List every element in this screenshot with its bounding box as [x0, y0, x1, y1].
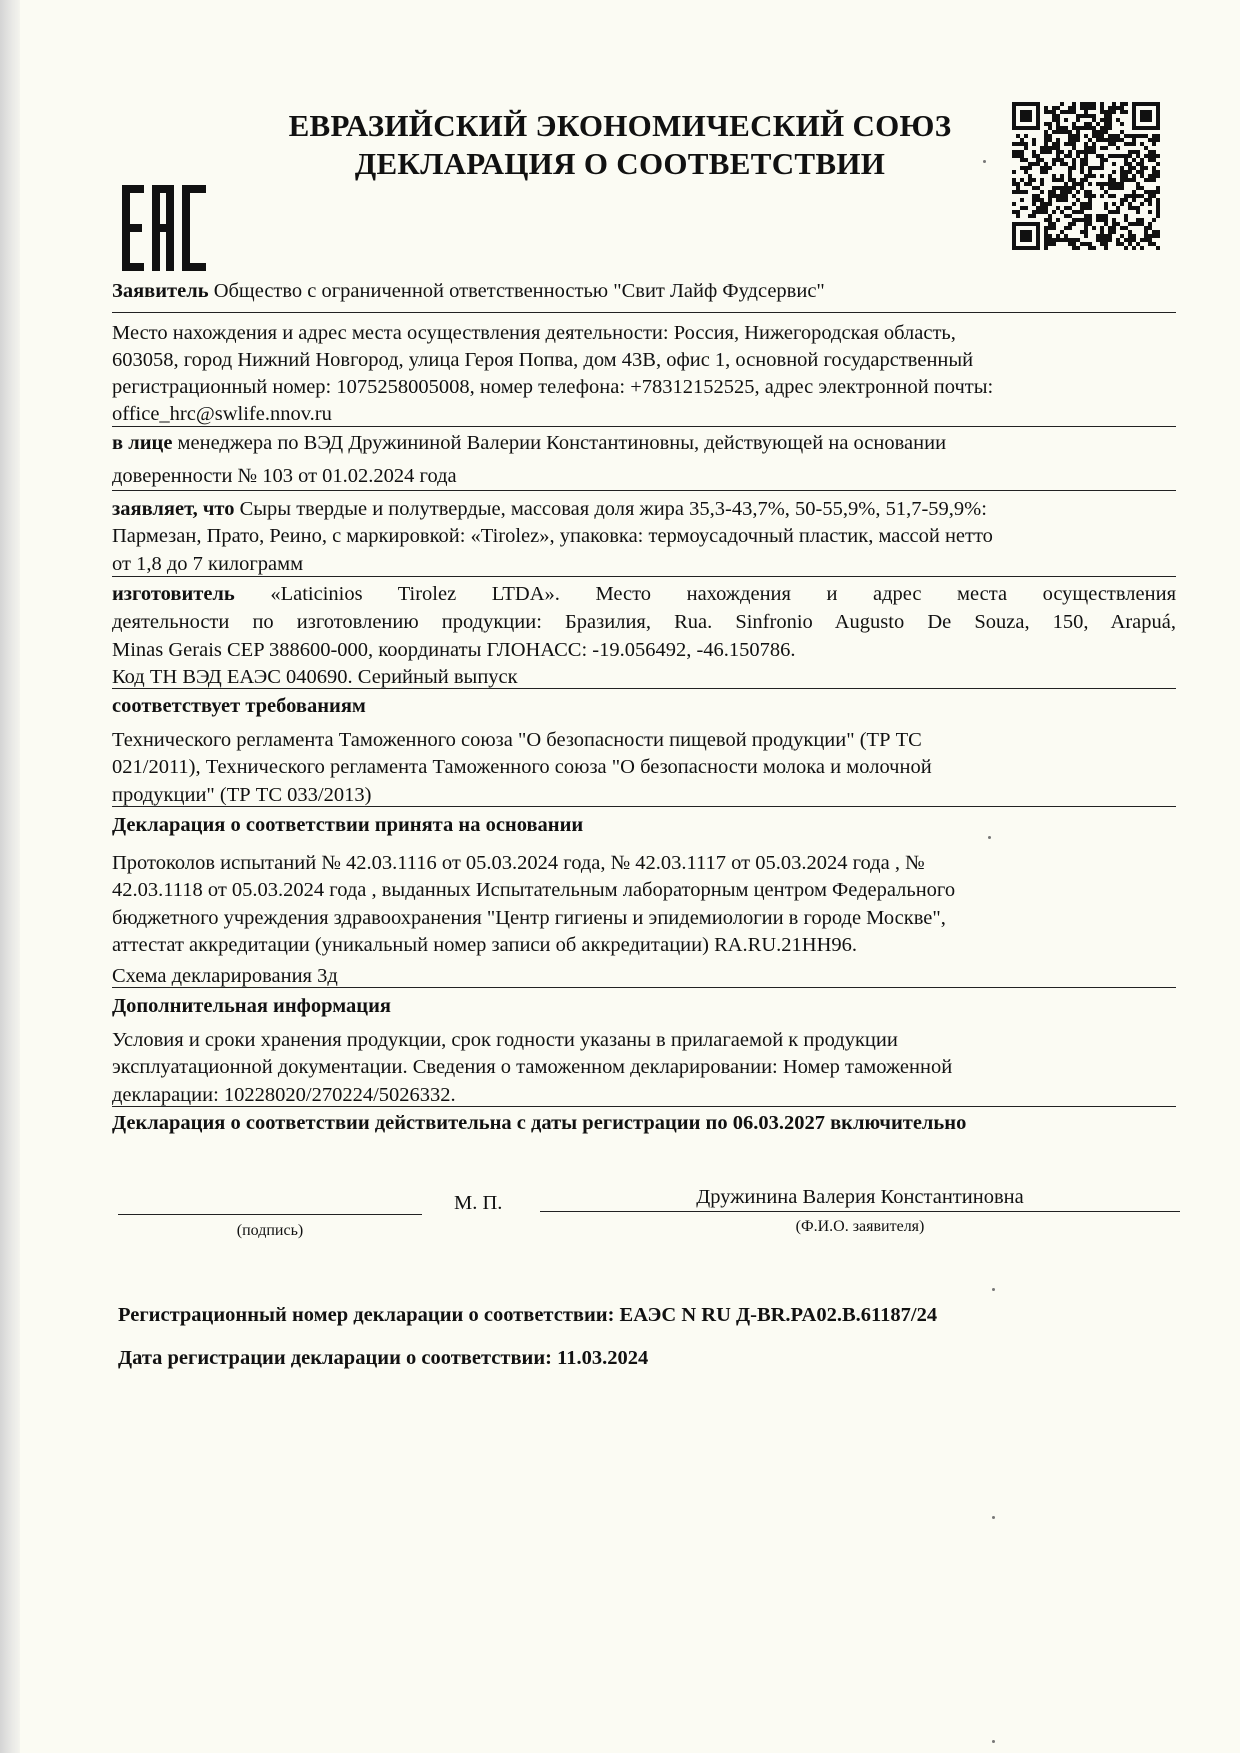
divider [112, 490, 1176, 491]
signature-line [118, 1214, 422, 1215]
registration-number: Регистрационный номер декларации о соответствии: ЕАЭС N RU Д-BR.PA02.B.61187/24 [118, 1304, 938, 1326]
basis-label: Декларация о соответствии принята на основании [112, 814, 584, 836]
applicant-address-line: 603058, город Нижний Новгород, улица Героя Попва, дом 43В, офис 1, основной государственный [112, 349, 974, 371]
divider [112, 987, 1176, 988]
additional-text: декларации: 10228020/270224/5026332. [112, 1084, 456, 1106]
basis-text: аттестат аккредитации (уникальный номер записи об аккредитации) RA.RU.21НН96. [112, 934, 858, 956]
divider [112, 806, 1176, 807]
manufacturer-text: Minas Gerais CEP 388600-000, координаты ГЛОНАСС: -19.056492, -46.150786. [112, 639, 796, 661]
divider [112, 576, 1176, 577]
additional-label: Дополнительная информация [112, 995, 391, 1017]
registration-date: Дата регистрации декларации о соответствии: 11.03.2024 [118, 1347, 649, 1369]
representative-text: доверенности № 103 от 01.02.2024 года [112, 465, 457, 487]
product-description: от 1,8 до 7 килограмм [112, 553, 304, 575]
basis-text: бюджетного учреждения здравоохранения "Центр гигиены и эпидемиологии в городе Москве", [112, 907, 946, 929]
signature-caption: (подпись) [236, 1222, 304, 1239]
requirements-label: соответствует требованиям [112, 695, 366, 717]
divider [112, 688, 1176, 689]
scan-speck [992, 1288, 995, 1291]
union-title: ЕВРАЗИЙСКИЙ ЭКОНОМИЧЕСКИЙ СОЮЗ [288, 108, 952, 143]
eac-logo-icon [120, 185, 210, 271]
applicant-email: office_hrc@swlife.nnov.ru [112, 403, 332, 425]
validity-statement: Декларация о соответствии действительна с даты регистрации по 06.03.2027 включительно [112, 1112, 967, 1134]
representative-text: менеджера по ВЭД Дружининой Валерии Константиновны, действующей на основании [177, 432, 947, 454]
additional-text: эксплуатационной документации. Сведения о таможенном декларировании: Номер таможенной [112, 1056, 953, 1078]
additional-text: Условия и сроки хранения продукции, срок годности указаны в прилагаемой к продукции [112, 1029, 898, 1051]
declares-row [112, 496, 1176, 523]
scan-speck [992, 1516, 995, 1519]
declaration-scheme: Схема декларирования 3д [112, 965, 338, 987]
name-caption: (Ф.И.О. заявителя) [795, 1218, 925, 1235]
scan-edge [0, 0, 20, 1753]
product-description: Пармезан, Прато, Реино, с маркировкой: «Tirolez», упаковка: термоусадочный пластик, массой нетто [112, 525, 993, 547]
declares-label: заявляет, что [112, 498, 235, 520]
applicant-label: Заявитель [112, 280, 209, 302]
divider [112, 1106, 1176, 1107]
declaration-title: ДЕКЛАРАЦИЯ О СООТВЕТСТВИИ [354, 146, 886, 181]
hs-code: Код ТН ВЭД ЕАЭС 040690. Серийный выпуск [112, 666, 518, 688]
requirements-text: продукции" (ТР ТС 033/2013) [112, 784, 372, 806]
manufacturer-text: «Laticinios Tirolez LTDA». Место нахождения и адрес места осуществления [270, 583, 1176, 605]
representative-label: в лице [112, 432, 173, 454]
requirements-text: Технического регламента Таможенного союза "О безопасности пищевой продукции" (ТР ТС [112, 729, 922, 751]
applicant-address-line: регистрационный номер: 1075258005008, номер телефона: +78312152525, адрес электронной почты: [112, 376, 994, 398]
signer-name: Дружинина Валерия Константиновна [696, 1186, 1024, 1208]
manufacturer-text: деятельности по изготовлению продукции: Бразилия, Rua. Sinfronio Augusto De Souza, 150, Arapuá, [112, 611, 1176, 633]
product-description: Сыры твердые и полутвердые, массовая доля жира 35,3-43,7%, 50-55,9%, 51,7-59,9%: [239, 498, 987, 520]
basis-text: 42.03.1118 от 05.03.2024 года , выданных Испытательным лабораторным центром Федерального [112, 879, 956, 901]
divider [112, 426, 1176, 427]
requirements-text: 021/2011), Технического регламента Таможенного союза "О безопасности молока и молочной [112, 756, 932, 778]
manufacturer-label: изготовитель [112, 583, 235, 605]
manufacturer-row [112, 581, 1176, 608]
qr-code-icon [1012, 102, 1160, 250]
applicant-address-line: Место нахождения и адрес места осуществления деятельности: Россия, Нижегородская область, [112, 322, 956, 344]
scan-speck [988, 836, 991, 839]
scan-speck [983, 160, 986, 163]
applicant-name: Общество с ограниченной ответственностью "Свит Лайф Фудсервис" [213, 280, 825, 302]
scan-speck [992, 1740, 995, 1743]
stamp-label: М. П. [454, 1192, 503, 1214]
name-line [540, 1211, 1180, 1212]
applicant-row [112, 278, 1176, 305]
representative-row [112, 430, 1176, 457]
basis-text: Протоколов испытаний № 42.03.1116 от 05.03.2024 года, № 42.03.1117 от 05.03.2024 года , № [112, 852, 925, 874]
divider [112, 312, 1176, 313]
